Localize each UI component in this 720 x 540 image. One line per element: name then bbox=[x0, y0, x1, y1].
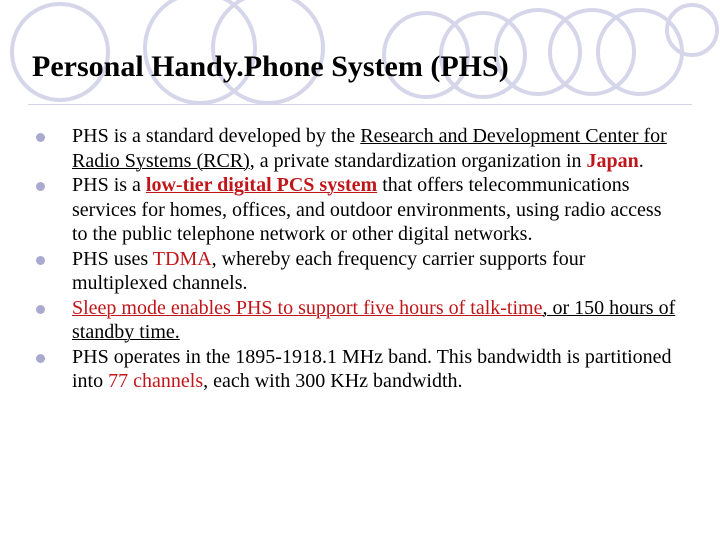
bullet-list bbox=[30, 124, 680, 394]
bullet-icon bbox=[36, 256, 45, 265]
low-tier-pcs-link[interactable]: low‑tier digital PCS system bbox=[145, 174, 378, 196]
bullet-item-band: PHS operates in the 1895‑1918.1 MHz band. This bandwidth is partitioned into 77 channels, each with 300 KHz bandwidth. bbox=[30, 345, 680, 394]
bullet-icon bbox=[36, 305, 45, 314]
bullet-item-tdma: PHS uses TDMA, whereby each frequency carrier supports four multiplexed channels. bbox=[30, 247, 680, 296]
japan-highlight: Japan bbox=[586, 149, 639, 172]
bullet-icon bbox=[36, 133, 45, 142]
channels-highlight: 77 channels bbox=[108, 370, 204, 392]
bullet-icon bbox=[36, 182, 45, 191]
bullet-item-low-tier: PHS is a low‑tier digital PCS system that offers telecommunications services for homes, offices, and outdoor environments, using radio access to the public telephone network or other digital networks. bbox=[30, 173, 680, 247]
rcr-link[interactable]: Research and Development Center for Radio Systems (RCR) bbox=[72, 125, 667, 172]
slide-title: Personal Handy.Phone System (PHS) bbox=[32, 50, 509, 83]
title-divider bbox=[28, 104, 692, 105]
bullet-icon bbox=[36, 354, 45, 363]
bullet-item-sleep-mode bbox=[30, 296, 680, 345]
sleep-mode-link[interactable]: Sleep mode enables PHS to support five hours of talk‑time bbox=[72, 296, 543, 319]
tdma-highlight: TDMA bbox=[152, 247, 212, 270]
standby-link[interactable]: , or 150 hours of standby time. bbox=[72, 296, 676, 343]
bullet-item-rcr: PHS is a standard developed by the Research and Development Center for Radio Systems (RCR), a private standardization organization in Japan. bbox=[30, 124, 680, 173]
